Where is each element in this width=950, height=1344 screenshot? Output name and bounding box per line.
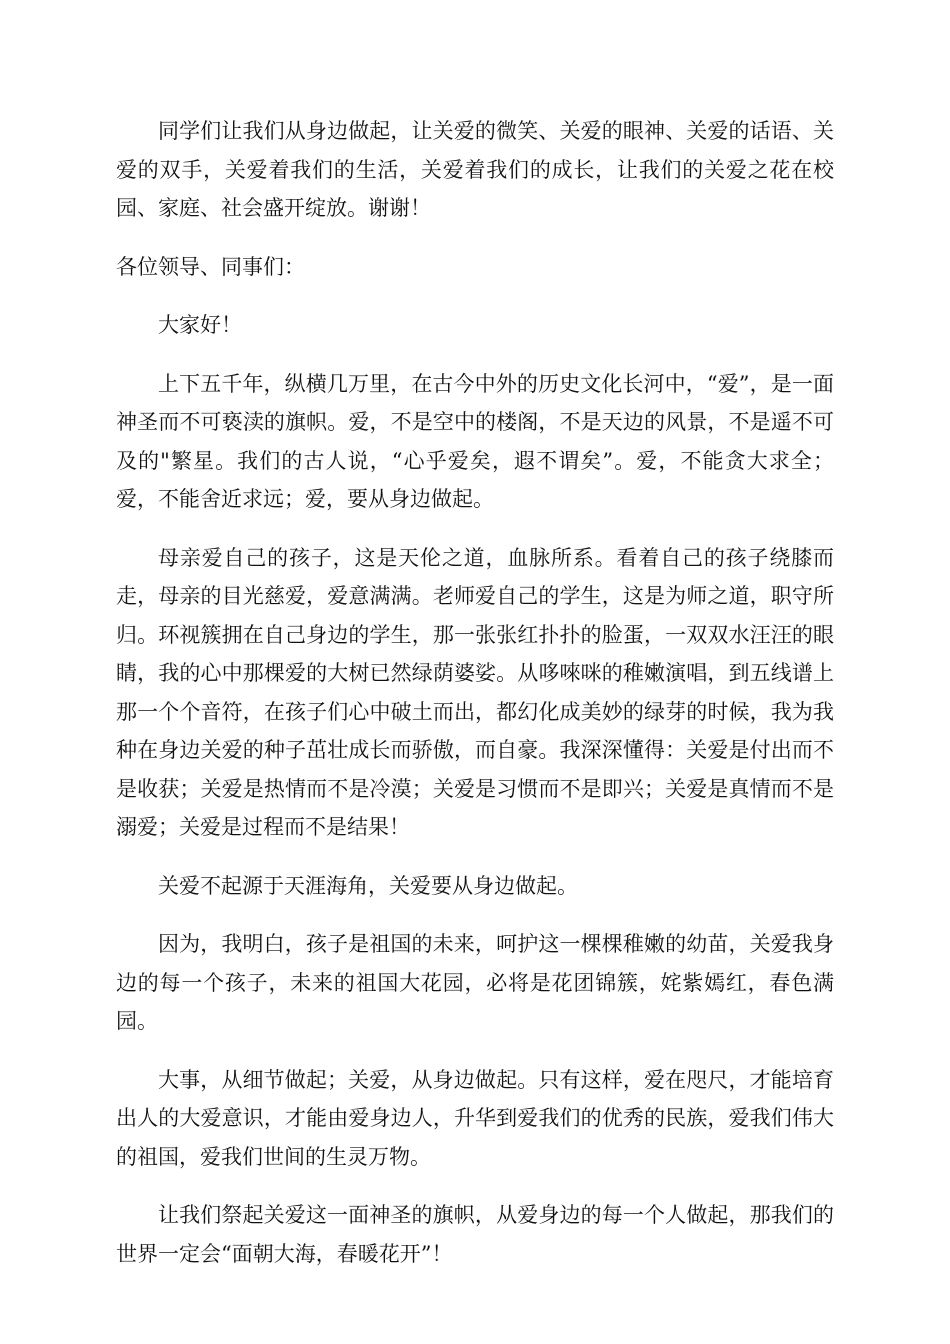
paragraph-conclusion: 让我们祭起关爱这一面神圣的旗帜，从爱身边的每一个人做起，那我们的世界一定会“面朝大海，春暖花开”！: [116, 1203, 834, 1266]
document-page: [116, 112, 834, 1273]
paragraph-closing-call: 同学们让我们从身边做起，让关爱的微笑、关爱的眼神、关爱的话语、关爱的双手，关爱着我们的生活，关爱着我们的成长，让我们的关爱之花在校园、家庭、社会盛开绽放。谢谢！: [116, 119, 834, 220]
paragraph-greeting: 大家好！: [158, 313, 242, 337]
paragraph-salutation: 各位领导、同事们：: [116, 254, 305, 279]
paragraph-children-future: 因为，我明白，孩子是祖国的未来，呵护这一棵棵稚嫩的幼苗，关爱我身边的每一个孩子，未来的祖国大花园，必将是花团锦簇，姹紫嫣红，春色满园。: [116, 932, 834, 1033]
paragraph-love-origin: 关爱不起源于天涯海角，关爱要从身边做起。: [158, 873, 578, 898]
paragraph-mother-teacher: 母亲爱自己的孩子，这是天伦之道，血脉所系。看着自己的孩子绕膝而走，母亲的目光慈爱，爱意满满。老师爱自己的学生，这是为师之道，职守所归。环视簇拥在自己身边的学生，那一张张红扑扑的脸蛋，一双双水汪汪的眼睛，我的心中那棵爱的大树已然绿荫婆娑。从哆唻咪的稚嫩演唱，到五线谱上那一个个音符，在孩子们心中破土而出，都幻化成美妙的绿芽的时候，我为我种在身边关爱的种子茁壮成长而骄傲，而自豪。我深深懂得：关爱是付出而不是收获；关爱是热情而不是冷漠；关爱是习惯而不是即兴；关爱是真情而不是溺爱；关爱是过程而不是结果！: [116, 545, 834, 839]
paragraph-details: 大事，从细节做起；关爱，从身边做起。只有这样，爱在咫尺，才能培育出人的大爱意识，才能由爱身边人，升华到爱我们的优秀的民族，爱我们伟大的祖国，爱我们世间的生灵万物。: [116, 1067, 834, 1169]
paragraph-love-banner: 上下五千年，纵横几万里，在古今中外的历史文化长河中，“爱”，是一面神圣而不可亵渎的旗帜。爱，不是空中的楼阁，不是天边的风景，不是遥不可及的"繁星。我们的古人说，“心乎爱矣，遐不谓矣”。爱，不能贪大求全；爱，不能舍近求远；爱，要从身边做起。: [116, 371, 834, 511]
